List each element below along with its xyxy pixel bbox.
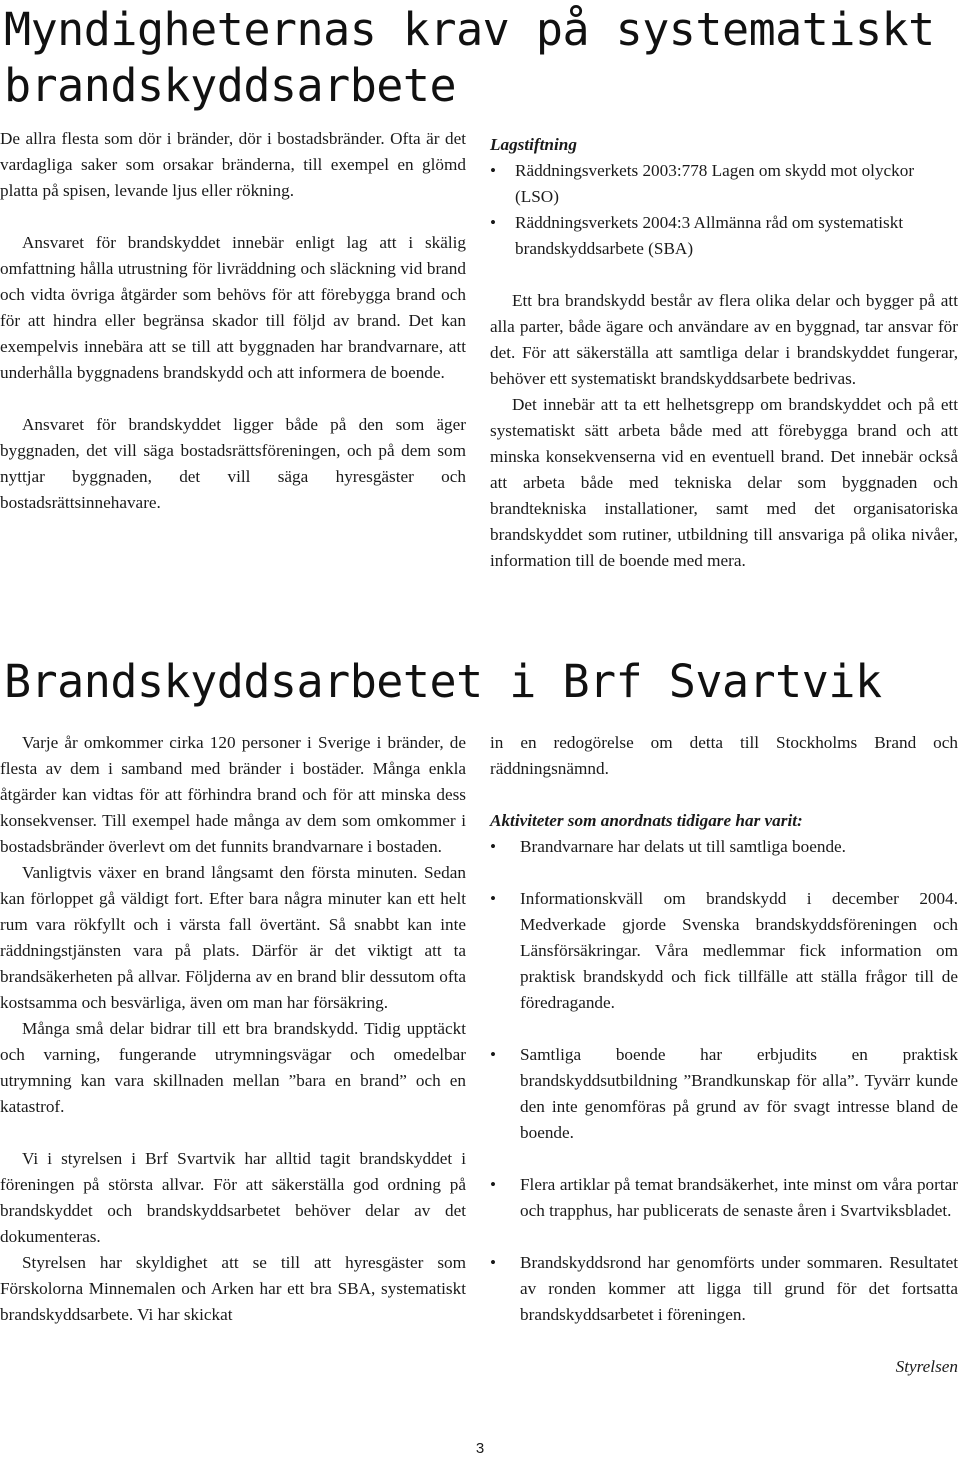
paragraph: Vi i styrelsen i Brf Svartvik har alltid tagit brandskyddet i föreningen på största allvar. För att säkerställa god ordning på brandskyddet och brandskyddsarbetet behöver delar av det dokumenteras. [0, 1149, 466, 1246]
activity-text: Informationskväll om brandskydd i december 2004. Medverkade gjorde Svenska brandskyddsföreningen och Länsförsäkringar. Våra medlemmar fick information om praktisk brandskydd och fick tillfälle att ställa frågor till de föredragande. [520, 889, 958, 1012]
legislation-list [490, 158, 958, 262]
list-item-text: Räddningsverkets 2003:778 Lagen om skydd mot olyckor (LSO) [515, 161, 915, 206]
paragraph: De allra flesta som dör i bränder, dör i bostadsbränder. Ofta är det vardagliga saker som orsakar bränderna, till exempel en glömd platta på spisen, levande ljus eller rökning. [0, 129, 466, 200]
paragraph: Varje år omkommer cirka 120 personer i Sverige i bränder, de flesta av dem i samband med bränder i bostäder. Många enkla åtgärder kan vidtas för att förhindra brand och för att minska dess konsekvenser. Till exempel hade många av dem som omkommer i bostadsbränder överlevt om det funnits brandvarnare i bostaden. [0, 733, 466, 856]
section1-left-column [0, 126, 466, 516]
activity-text: Flera artiklar på temat brandsäkerhet, inte minst om våra portar och trapphus, har publicerats de senaste åren i Svartviksbladet. [520, 1175, 958, 1220]
paragraph: Ansvaret för brandskyddet innebär enligt lag att i skälig omfattning hålla utrustning för livräddning och släckning vid brand och vidta övriga åtgärder som behövs för att förebygga brand och för att hindra eller begränsa skador till följd av brand. Det kan exempelvis innebära att se till att byggnaden har brandvarnare, att underhålla byggnadens brandskydd och att informera de boende. [0, 233, 466, 382]
bullet-icon: • [490, 161, 497, 180]
bullet-icon: • [490, 213, 497, 232]
paragraph-continuation: in en redogörelse om detta till Stockholms Brand och räddningsnämnd. [490, 733, 958, 778]
section1-right-column [490, 132, 958, 574]
activity-item [490, 886, 958, 1016]
list-item-text: Räddningsverkets 2004:3 Allmänna råd om systematiskt brandskyddsarbete (SBA) [515, 213, 904, 258]
section1-title: Myndigheternas krav på systematiskt brandskyddsarbete [4, 3, 935, 112]
bullet-icon: • [490, 1045, 497, 1064]
list-item [490, 158, 958, 210]
activity-item [490, 1172, 958, 1224]
paragraph: Det innebär att ta ett helhetsgrepp om brandskyddet och på ett systematiskt sätt arbeta både med att förebygga brand och att minska konsekvenserna vid en eventuell brand. Det innebär också att arbeta både med tekniska delar som byggnaden och brandtekniska installationer, samt med det organisatoriska brandskyddet som rutiner, utbildning till ansvariga på olika nivåer, information till de boende med mera. [490, 395, 958, 570]
page-number: 3 [475, 1440, 485, 1457]
paragraph: Ansvaret för brandskyddet ligger både på den som äger byggnaden, det vill säga bostadsrättsföreningen, och på dem som nyttjar byggnaden, det vill säga hyresgäster och bostadsrättsinnehavare. [0, 415, 466, 512]
bullet-icon: • [490, 837, 497, 856]
section2-right-column [490, 730, 958, 1380]
list-item [490, 210, 958, 262]
activity-item [490, 834, 958, 860]
activity-text: Brandskyddsrond har genomförts under sommaren. Resultatet av ronden kommer att ligga till grund för det fortsatta brandskyddsarbetet i föreningen. [520, 1253, 958, 1324]
paragraph: Styrelsen har skyldighet att se till att hyresgäster som Förskolorna Minnemalen och Arken har ett bra SBA, systematiskt brandskyddsarbete. Vi har skickat [0, 1253, 466, 1324]
section2-title: Brandskyddsarbetet i Brf Svartvik [4, 655, 882, 708]
activity-text: Brandvarnare har delats ut till samtliga boende. [520, 837, 846, 856]
activity-text: Samtliga boende har erbjudits en praktisk brandskyddsutbildning ”Brandkunskap för alla”. Tyvärr kunde den inte genomföras på grund av för svagt intresse bland de boende. [520, 1045, 958, 1142]
signature: Styrelsen [895, 1357, 958, 1376]
activity-item [490, 1250, 958, 1328]
activities-heading: Aktiviteter som anordnats tidigare har varit: [490, 811, 803, 830]
bullet-icon: • [490, 889, 497, 908]
paragraph: Vanligtvis växer en brand långsamt den första minuten. Sedan kan förloppet gå väldigt fort. Efter bara några minuter kan ett helt rum vara rökfyllt och i värsta fall övertänt. Så snabbt kan inte räddningstjänsten vara på plats. Därför är det viktigt att ta brandsäkerheten på allvar. Följderna av en brand blir dessutom ofta kostsamma och besvärliga, även om man har försäkring. [0, 863, 466, 1012]
paragraph: Många små delar bidrar till ett bra brandskydd. Tidig upptäckt och varning, fungerande utrymningsvägar och omedelbar utrymning kan vara skillnaden mellan ”bara en brand” och en katastrof. [0, 1019, 466, 1116]
bullet-icon: • [490, 1253, 497, 1272]
bullet-icon: • [490, 1175, 497, 1194]
section2-left-column [0, 730, 466, 1328]
activity-item [490, 1042, 958, 1146]
legislation-heading: Lagstiftning [490, 135, 577, 154]
paragraph: Ett bra brandskydd består av flera olika delar och bygger på att alla parter, både ägare och användare av en byggnad, tar ansvar för det. För att säkerställa att samtliga delar i brandskyddet fungerar, behöver ett systematiskt brandskyddsarbete bedrivas. [490, 291, 958, 388]
